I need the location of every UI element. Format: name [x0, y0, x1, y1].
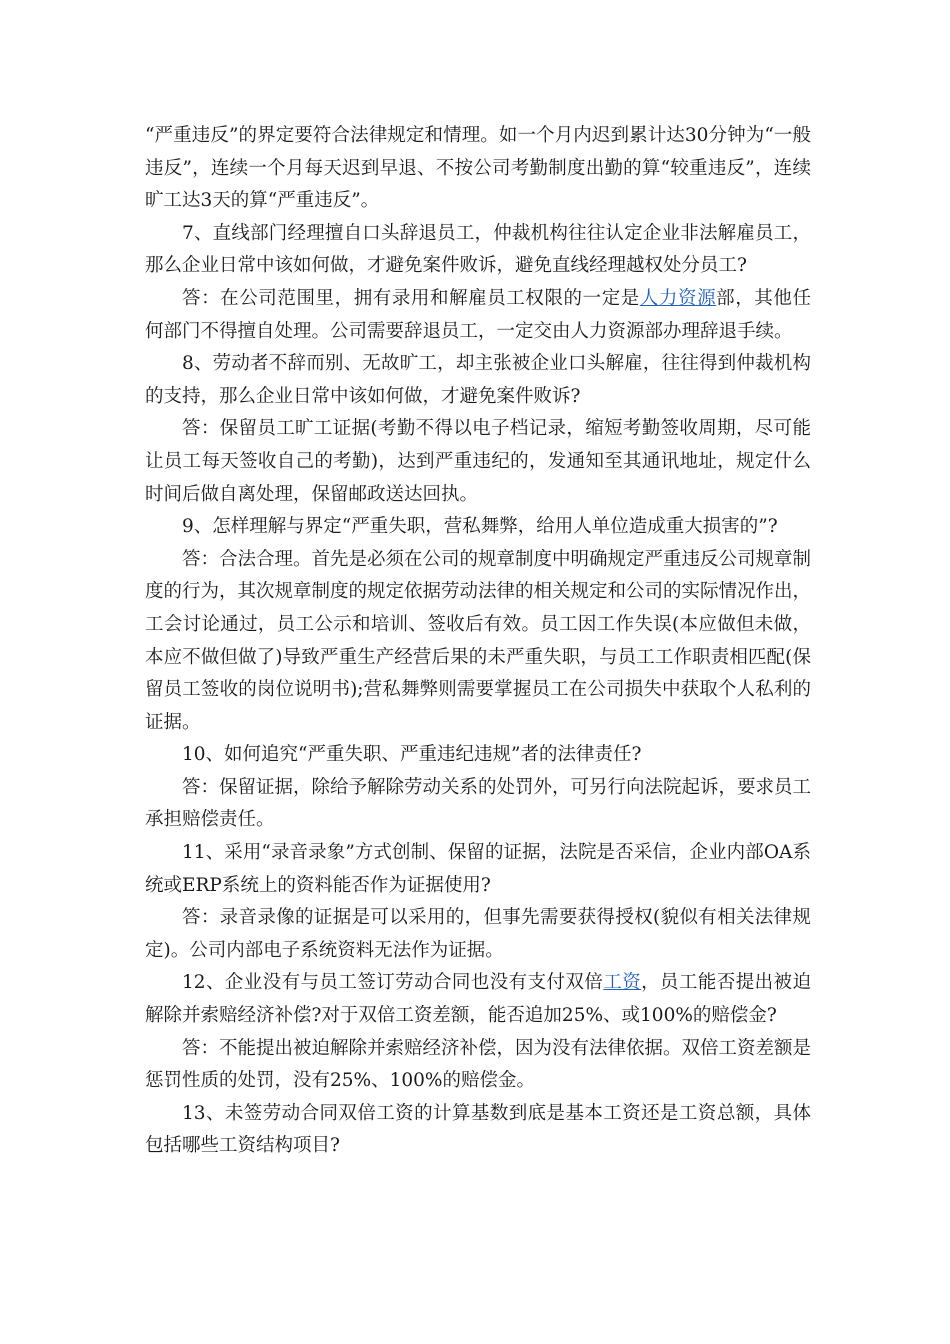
- question-12: [145, 967, 811, 1032]
- hr-link[interactable]: 人力资源: [639, 287, 717, 309]
- answer-7-text-start: 答：在公司范围里，拥有录用和解雇员工权限的一定是: [182, 287, 640, 309]
- question-9: 9、怎样理解与界定“严重失职，营私舞弊，给用人单位造成重大损害的”?: [182, 516, 778, 538]
- question-8: 8、劳动者不辞而别、无故旷工，却主张被企业口头解雇，往往得到仲裁机构的支持，那么企业日常中该如何做，才避免案件败诉?: [145, 353, 811, 407]
- paragraph-violation-definition: “严重违反”的界定要符合法律规定和情理。如一个月内迟到累计达30分钟为“一般违反”，连续一个月每天迟到早退、不按公司考勤制度出勤的算“较重违反”，连续旷工达3天的算“严重违反”。: [145, 125, 811, 212]
- answer-10: 答：保留证据，除给予解除劳动关系的处罚外，可另行向法院起诉，要求员工承担赔偿责任。: [145, 776, 812, 831]
- answer-7: [145, 283, 811, 348]
- question-12-text-start: 12、企业没有与员工签订劳动合同也没有支付双倍: [182, 972, 604, 994]
- question-11: 11、采用“录音录象”方式创制、保留的证据，法院是否采信，企业内部OA系统或ERP系统上的资料能否作为证据使用?: [145, 842, 811, 896]
- answer-8: 答：保留员工旷工证据(考勤不得以电子档记录，缩短考勤签收周期，尽可能让员工每天签收自己的考勤)，达到严重违纪的，发通知至其通讯地址，规定什么时间后做自离处理，保留邮政送达回执。: [145, 418, 811, 505]
- question-12-text-end: ，员工能否提出被迫解除并索赔经济补偿?对于双倍工资差额，能否追加25%、或100%的赔偿金?: [145, 972, 811, 1027]
- question-10: 10、如何追究“严重失职、严重违纪违规”者的法律责任?: [182, 744, 642, 766]
- answer-7-text-end: 部，其他任何部门不得擅自处理。公司需要辞退员工，一定交由人力资源部办理辞退手续。: [145, 287, 811, 342]
- question-7: 7、直线部门经理擅自口头辞退员工，仲裁机构往往认定企业非法解雇员工，那么企业日常中该如何做，才避免案件败诉，避免直线经理越权处分员工?: [145, 222, 811, 277]
- question-13: 13、未签劳动合同双倍工资的计算基数到底是基本工资还是工资总额，具体包括哪些工资结构项目?: [145, 1102, 811, 1157]
- answer-9: 答：合法合理。首先是必须在公司的规章制度中明确规定严重违反公司规章制度的行为，其次规章制度的规定依据劳动法律的相关规定和公司的实际情况作出，工会讨论通过，员工公示和培训、签收后有效。员工因工作失误(本应做但未做，本应不做但做了)导致严重生产经营后果的未严重失职，与员工工作职责相匹配(保留员工签收的岗位说明书);营私舞弊则需要掌握员工在公司损失中获取个人私利的证据。: [145, 548, 812, 733]
- answer-11: 答：录音录像的证据是可以采用的，但事先需要获得授权(貌似有相关法律规定)。公司内部电子系统资料无法作为证据。: [145, 907, 811, 961]
- answer-12: 答：不能提出被迫解除并索赔经济补偿，因为没有法律依据。双倍工资差额是惩罚性质的处罚，没有25%、100%的赔偿金。: [145, 1037, 812, 1092]
- salary-link[interactable]: 工资: [603, 972, 642, 994]
- document-page: [145, 120, 811, 1163]
